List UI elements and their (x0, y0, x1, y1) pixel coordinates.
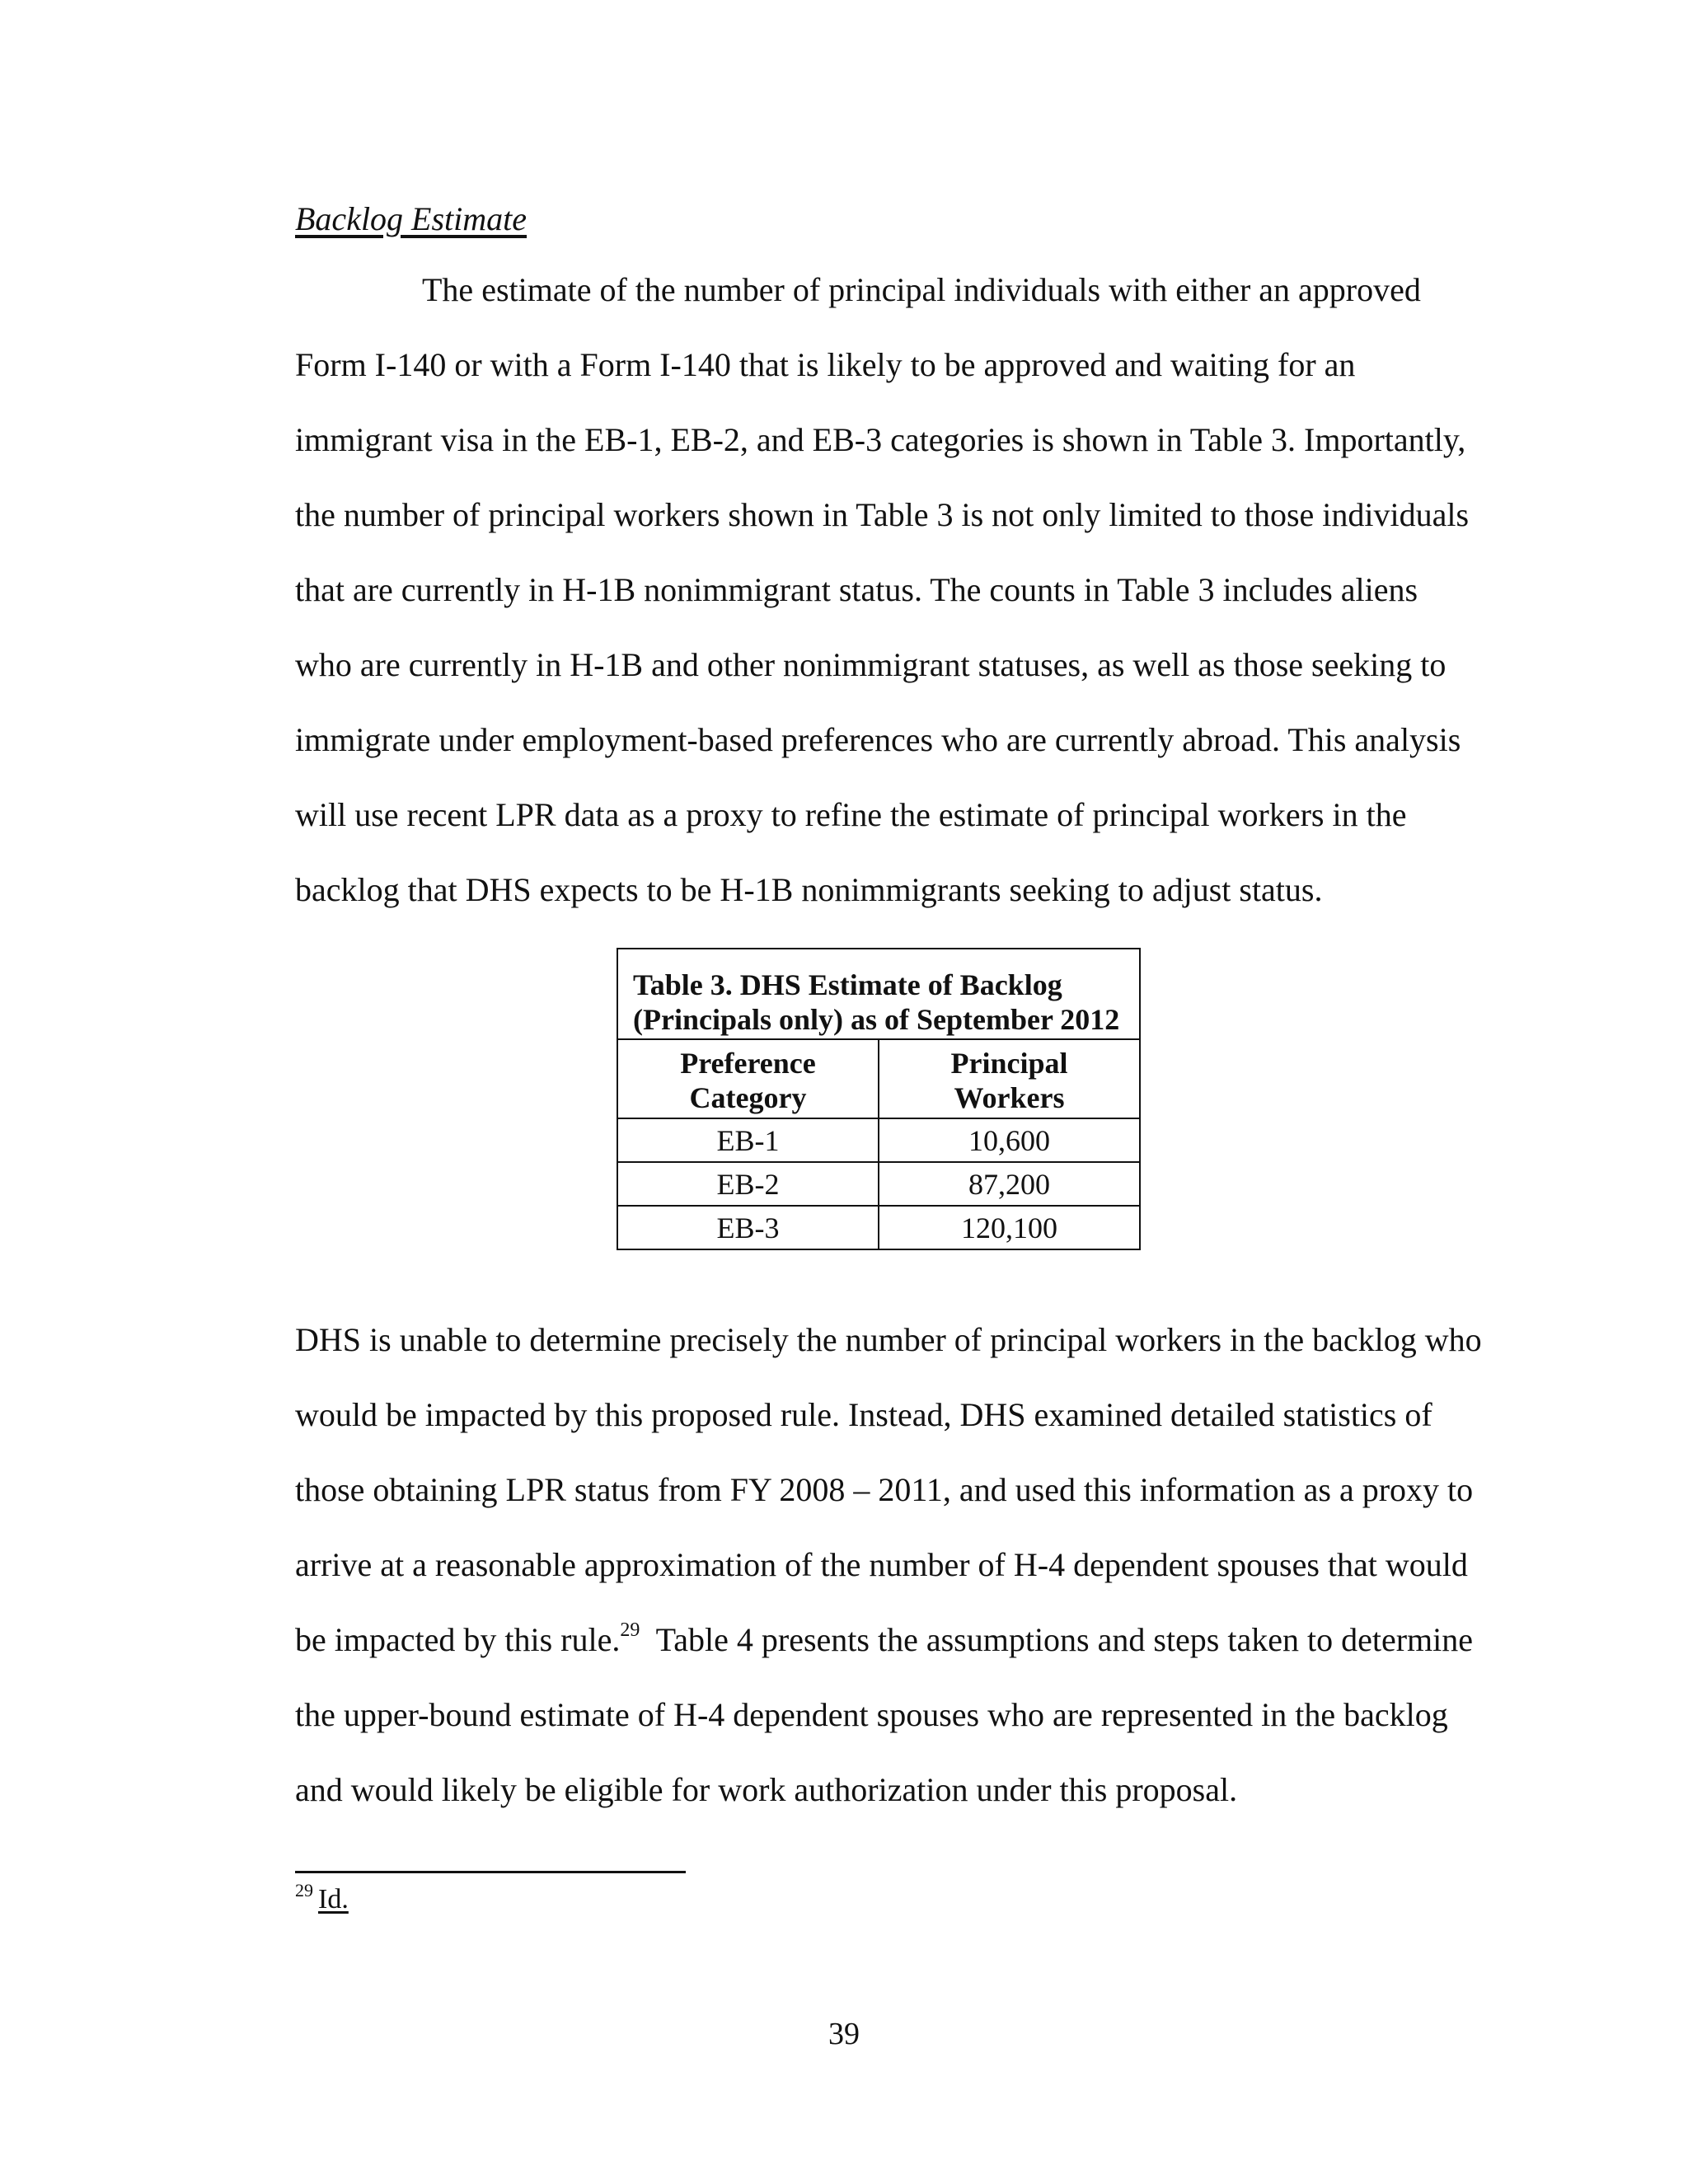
section-heading: Backlog Estimate (295, 200, 528, 237)
table-row (617, 1162, 1140, 1206)
paragraph-text: Table 4 presents the assumptions and steps taken to determine (640, 1621, 1474, 1658)
paragraph-line: immigrate under employment-based preferences who are currently abroad. This analysis (295, 721, 1461, 758)
header-text: Principal (950, 1047, 1068, 1080)
workers-cell: 87,200 (879, 1162, 1140, 1206)
paragraph-line: Form I-140 or with a Form I-140 that is likely to be approved and waiting for an (295, 346, 1356, 383)
paragraph-line: would be impacted by this proposed rule. Instead, DHS examined detailed statistics of (295, 1396, 1432, 1433)
header-text: Workers (954, 1081, 1065, 1114)
table-caption-line: (Principals only) as of September 2012 (633, 1003, 1120, 1036)
paragraph-line: that are currently in H-1B nonimmigrant status. The counts in Table 3 includes aliens (295, 571, 1418, 608)
page-number: 39 (828, 2017, 860, 2051)
paragraph-line: and would likely be eligible for work authorization under this proposal. (295, 1771, 1238, 1808)
footnote-text: Id. (318, 1884, 349, 1915)
paragraph-line: DHS is unable to determine precisely the number of principal workers in the backlog who (295, 1321, 1482, 1358)
paragraph-line: arrive at a reasonable approximation of the number of H-4 dependent spouses that would (295, 1546, 1468, 1583)
column-header-preference-category (617, 1039, 879, 1118)
column-header-principal-workers (879, 1039, 1140, 1118)
paragraph-line: backlog that DHS expects to be H-1B nonimmigrants seeking to adjust status. (295, 871, 1323, 908)
paragraph-line: who are currently in H-1B and other nonimmigrant statuses, as well as those seeking to (295, 646, 1447, 683)
workers-cell: 120,100 (879, 1206, 1140, 1249)
paragraph-line: will use recent LPR data as a proxy to refine the estimate of principal workers in the (295, 796, 1407, 833)
paragraph-line: those obtaining LPR status from FY 2008 – 2011, and used this information as a proxy to (295, 1471, 1474, 1508)
footnote-number: 29 (295, 1880, 313, 1900)
header-text: Preference (680, 1047, 816, 1080)
footnote (295, 1880, 349, 1915)
category-cell: EB-1 (617, 1118, 879, 1162)
table-caption (617, 949, 1140, 1039)
table-header-row (617, 1039, 1140, 1118)
workers-cell: 10,600 (879, 1118, 1140, 1162)
table-row (617, 1206, 1140, 1249)
paragraph-line: the upper-bound estimate of H-4 dependent spouses who are represented in the backlog (295, 1696, 1448, 1733)
table-caption-row (617, 949, 1140, 1039)
category-cell: EB-3 (617, 1206, 879, 1249)
category-cell: EB-2 (617, 1162, 879, 1206)
paragraph-line: immigrant visa in the EB-1, EB-2, and EB-3 categories is shown in Table 3. Importantly, (295, 421, 1466, 458)
table-caption-line: Table 3. DHS Estimate of Backlog (633, 968, 1062, 1001)
backlog-table (617, 948, 1141, 1250)
paragraph-line: the number of principal workers shown in Table 3 is not only limited to those individuals (295, 496, 1470, 533)
paragraph-line (295, 1620, 1473, 1660)
header-text: Category (689, 1081, 807, 1114)
table-row (617, 1118, 1140, 1162)
footnote-divider (295, 1871, 686, 1873)
paragraph-line: The estimate of the number of principal individuals with either an approved (422, 271, 1421, 308)
paragraph-text: be impacted by this rule. (295, 1621, 621, 1658)
footnote-reference[interactable]: 29 (620, 1619, 640, 1641)
